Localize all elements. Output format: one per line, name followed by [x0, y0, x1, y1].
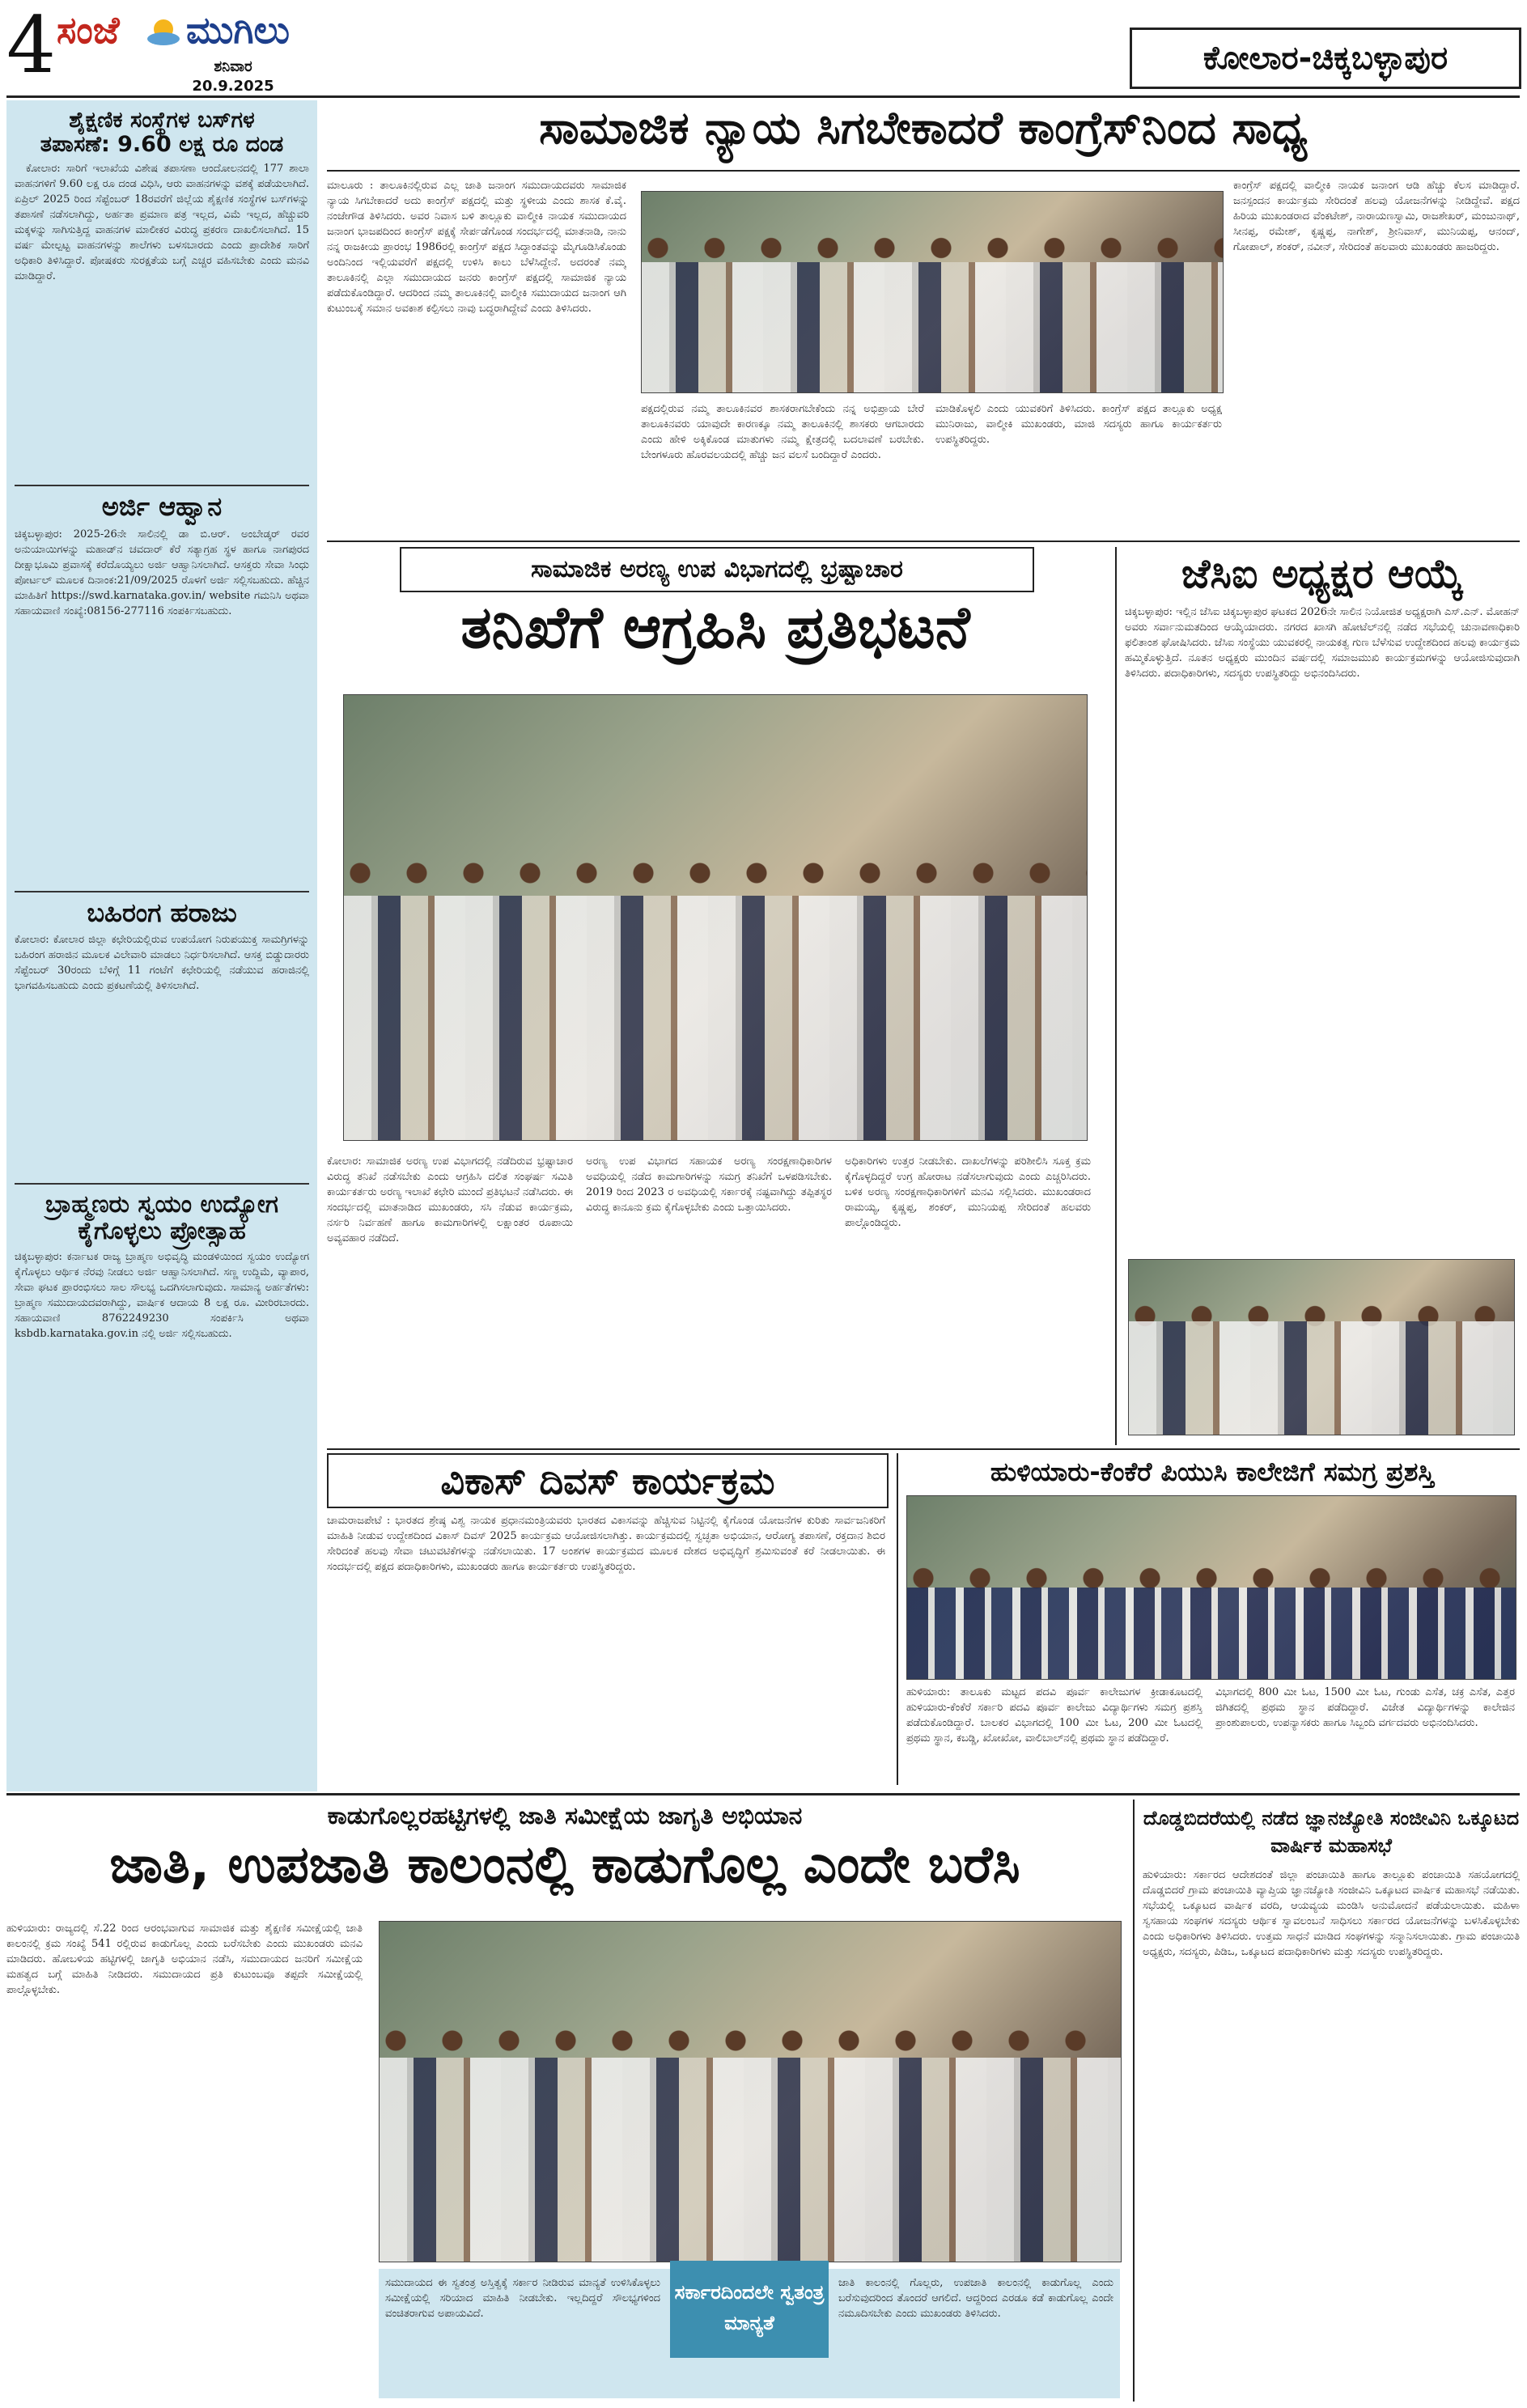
sun-cloud-icon	[146, 15, 181, 47]
protest-col-1: ಕೋಲಾರ: ಸಾಮಾಜಿಕ ಅರಣ್ಯ ಉಪ ವಿಭಾಗದಲ್ಲಿ ನಡೆದಿರುವ ಭ್ರಷ್ಟಾಚಾರ ವಿರುದ್ಧ ತನಿಖೆ ನಡೆಸಬೇಕು ಎಂದು ಆಗ್ರಹಿಸಿ ದಲಿತ ಸಂಘರ್ಷ ಸಮಿತಿ ಕಾರ್ಯಕರ್ತರು ಅರಣ್ಯ ಇಲಾಖೆ ಕಛೇರಿ ಮುಂದೆ ಪ್ರತಿಭಟನೆ ನಡೆಸಿದರು. ಈ ಸಂದರ್ಭದಲ್ಲಿ ಮಾತನಾಡಿದ ಮುಖಂಡರು, ಸಸಿ ನೆಡುವ ಕಾರ್ಯಕ್ರಮ, ನರ್ಸರಿ ನಿರ್ವಹಣೆ ಹಾಗೂ ಕಾಮಗಾರಿಗಳಲ್ಲಿ ಲಕ್ಷಾಂತರ ರೂಪಾಯಿ ಅವ್ಯವಹಾರ ನಡೆದಿದೆ.	[327, 1155, 573, 1244]
lead-col-3: ಮಾಡಿಕೊಳ್ಳಲಿ ಎಂದು ಯುವಕರಿಗೆ ತಿಳಿಸಿದರು. ಕಾಂಗ್ರೆಸ್ ಪಕ್ಷದ ತಾಲ್ಲೂಕು ಅಧ್ಯಕ್ಷ ಮುನಿರಾಜು, ವಾಲ್ಮೀಕಿ ಮುಖಂಡರು, ಮಾಜಿ ಸದಸ್ಯರು ಹಾಗೂ ಕಾರ್ಯಕರ್ತರು ಉಪಸ್ಥಿತರಿದ್ದರು.	[935, 403, 1222, 446]
paper-name-b: ಮುಗಿಲು	[186, 8, 290, 52]
jnana-story	[1133, 1800, 1520, 2402]
masthead-rule	[6, 95, 1520, 98]
vikas-story	[327, 1453, 885, 1785]
paper-name-a: ಸಂಜೆ	[57, 8, 120, 52]
brief-4-body: ಚಿಕ್ಕಬಳ್ಳಾಪುರ: ಕರ್ನಾಟಕ ರಾಜ್ಯ ಬ್ರಾಹ್ಮಣ ಅಭಿವೃದ್ಧಿ ಮಂಡಳಿಯಿಂದ ಸ್ವಯಂ ಉದ್ಯೋಗ ಕೈಗೊಳ್ಳಲು ಆರ್ಥಿಕ ನೆರವು ನೀಡಲು ಅರ್ಜಿ ಆಹ್ವಾನಿಸಲಾಗಿದೆ. ಸಣ್ಣ ಉದ್ದಿಮೆ, ವ್ಯಾಪಾರ, ಸೇವಾ ಘಟಕ ಪ್ರಾರಂಭಿಸಲು ಸಾಲ ಸೌಲಭ್ಯ ಒದಗಿಸಲಾಗುವುದು. ಸಾಮಾನ್ಯ ಅರ್ಹತೆಗಳು: ಬ್ರಾಹ್ಮಣ ಸಮುದಾಯದವರಾಗಿದ್ದು, ವಾರ್ಷಿಕ ಆದಾಯ 8 ಲಕ್ಷ ರೂ. ಮೀರಿರಬಾರದು. ಸಹಾಯವಾಣಿ 8762249230 ಸಂಪರ್ಕಿಸಿ ಅಥವಾ ksbdb.karnataka.gov.in ನಲ್ಲಿ ಅರ್ಜಿ ಸಲ್ಲಿಸಬಹುದು.	[15, 1250, 309, 1340]
jci-headline: ಜೆಸಿಐ ಅಧ್ಯಕ್ಷರ ಆಯ್ಕೆ	[1181, 550, 1464, 597]
huliyar-col-1: ಹುಳಿಯಾರು: ತಾಲೂಕು ಮಟ್ಟದ ಪದವಿ ಪೂರ್ವ ಕಾಲೇಜುಗಳ ಕ್ರೀಡಾಕೂಟದಲ್ಲಿ ಹುಳಿಯಾರು-ಕೆಂಕೆರೆ ಸರ್ಕಾರಿ ಪದವಿ ಪೂರ್ವ ಕಾಲೇಜು ವಿದ್ಯಾರ್ಥಿಗಳು ಸಮಗ್ರ ಪ್ರಶಸ್ತಿ ಪಡೆದುಕೊಂಡಿದ್ದಾರೆ. ಬಾಲಕರ ವಿಭಾಗದಲ್ಲಿ 100 ಮೀ ಓಟ, 200 ಮೀ ಓಟದಲ್ಲಿ ಪ್ರಥಮ ಸ್ಥಾನ, ಕಬಡ್ಡಿ, ಖೋಖೋ, ವಾಲಿಬಾಲ್‌ನಲ್ಲಿ ಪ್ರಥಮ ಸ್ಥಾನ ಪಡೆದಿದ್ದಾರೆ.	[906, 1686, 1203, 1745]
protest-headline: ತನಿಖೆಗೆ ಆಗ್ರಹಿಸಿ ಪ್ರತಿಭಟನೆ	[460, 593, 970, 661]
left-briefs-column	[6, 100, 317, 1791]
kadugolla-caption-2: ಜಾತಿ ಕಾಲಂನಲ್ಲಿ ಗೊಲ್ಲರು, ಉಪಜಾತಿ ಕಾಲಂನಲ್ಲಿ ಕಾಡುಗೊಲ್ಲ ಎಂದು ಬರೆಸುವುದರಿಂದ ತೊಂದರೆ ಆಗಲಿದೆ. ಆದ್ದರಿಂದ ಎರಡೂ ಕಡೆ ಕಾಡುಗೊಲ್ಲ ಎಂದೇ ನಮೂದಿಸಬೇಕು ಎಂದು ಮುಖಂಡರು ತಿಳಿಸಿದರು.	[838, 2277, 1113, 2320]
lead-rule	[327, 170, 1520, 172]
brief-1-headline: ಶೈಕ್ಷಣಿಕ ಸಂಸ್ಥೆಗಳ ಬಸ್‌ಗಳ	[69, 108, 255, 133]
issue-date: 20.9.2025	[192, 78, 274, 95]
brief-4-headline: ಬ್ರಾಹ್ಮಣರು ಸ್ವಯಂ ಉದ್ಯೋಗ ಕೈಗೊಳ್ಳಲು ಪ್ರೋತ್ಸಾಹ	[15, 1183, 309, 1244]
protest-col-3: ಅಧಿಕಾರಿಗಳು ಉತ್ತರ ನೀಡಬೇಕು. ದಾಖಲೆಗಳನ್ನು ಪರಿಶೀಲಿಸಿ ಸೂಕ್ತ ಕ್ರಮ ಕೈಗೊಳ್ಳದಿದ್ದರೆ ಉಗ್ರ ಹೋರಾಟ ನಡೆಸಲಾಗುವುದು ಎಂದು ಎಚ್ಚರಿಸಿದರು. ಬಳಿಕ ಅರಣ್ಯ ಸಂರಕ್ಷಣಾಧಿಕಾರಿಗಳಿಗೆ ಮನವಿ ಸಲ್ಲಿಸಿದರು. ಮುಖಂಡರಾದ ರಾಮಯ್ಯ, ಕೃಷ್ಣಪ್ಪ, ಶಂಕರ್, ಮುನಿಯಪ್ಪ ಸೇರಿದಂತೆ ಹಲವರು ಪಾಲ್ಗೊಂಡಿದ್ದರು.	[845, 1155, 1091, 1229]
kadugolla-quote: ಸರ್ಕಾರದಿಂದಲೇ ಸ್ವತಂತ್ರ ಮಾನ್ಯತೆ	[674, 2281, 825, 2334]
kadugolla-quote-box	[670, 2261, 829, 2358]
kadugolla-kicker: ಕಾಡುಗೊಲ್ಲರಹಟ್ಟಿಗಳಲ್ಲಿ ಜಾತಿ ಸಮೀಕ್ಷೆಯ ಜಾಗೃತಿ ಅಭಿಯಾನ	[327, 1802, 803, 1830]
protest-story	[327, 547, 1104, 1445]
jnana-headline: ದೊಡ್ಡಬಿದರೆಯಲ್ಲಿ ನಡೆದ ಜ್ಞಾನಜ್ಯೋತಿ ಸಂಜೀವಿನಿ ಒಕ್ಕೂಟದ ವಾರ್ಷಿಕ ಮಹಾಸಭೆ	[1143, 1807, 1520, 1857]
brief-3-body: ಕೋಲಾರ: ಕೋಲಾರ ಜಿಲ್ಲಾ ಕಛೇರಿಯಲ್ಲಿರುವ ಉಪಯೋಗ ನಿರುಪಯುಕ್ತ ಸಾಮಗ್ರಿಗಳನ್ನು ಬಹಿರಂಗ ಹರಾಜಿನ ಮೂಲಕ ವಿಲೇವಾರಿ ಮಾಡಲು ನಿರ್ಧರಿಸಲಾಗಿದೆ. ಆಸಕ್ತ ಬಿಡ್ಡುದಾರರು ಸೆಪ್ಟೆಂಬರ್ 30ರಂದು ಬೆಳಿಗ್ಗೆ 11 ಗಂಟೆಗೆ ಕಛೇರಿಯಲ್ಲಿ ನಡೆಯುವ ಹರಾಜಿನಲ್ಲಿ ಭಾಗವಹಿಸಬಹುದು ಎಂದು ಪ್ರಕಟಣೆಯಲ್ಲಿ ತಿಳಿಸಲಾಗಿದೆ.	[15, 933, 309, 992]
vikas-headline-box	[327, 1453, 889, 1508]
kadugolla-caption-1: ಸಮುದಾಯದ ಈ ಸ್ವತಂತ್ರ ಅಸ್ತಿತ್ವಕ್ಕೆ ಸರ್ಕಾರ ನೀಡಿರುವ ಮಾನ್ಯತೆ ಉಳಿಸಿಕೊಳ್ಳಲು ಸಮೀಕ್ಷೆಯಲ್ಲಿ ಸರಿಯಾದ ಮಾಹಿತಿ ನೀಡಬೇಕು. ಇಲ್ಲದಿದ್ದರೆ ಸೌಲಭ್ಯಗಳಿಂದ ವಂಚಿತರಾಗುವ ಅಪಾಯವಿದೆ.	[385, 2277, 660, 2320]
protest-photo	[343, 694, 1088, 1141]
lead-col-2: ಪಕ್ಷದಲ್ಲಿರುವ ನಮ್ಮ ತಾಲೂಕಿನವರ ಶಾಸಕರಾಗಬೇಕೆಂದು ನನ್ನ ಅಭಿಪ್ರಾಯ ಬೇರೆ ತಾಲೂಕಿನವರು ಯಾವುದೇ ಕಾರಣಕ್ಕೂ ನಮ್ಮ ತಾಲೂಕಿನಲ್ಲಿ ಶಾಸಕರು ಆಗಬಾರದು ಎಂದು ಹೇಳಿ ಅಕ್ಕಿಕೊಂಡ ಮಾತುಗಳು ನಮ್ಮ ಕ್ಷೇತ್ರದಲ್ಲಿ ಬದಲಾವಣೆ ಬರಬೇಕು. ಬೇಂಗಳೂರು ಹೊರವಲಯದಲ್ಲಿ ಹೆಚ್ಚು ಜನ ವಲಸೆ ಬಂದಿದ್ದಾರೆ ಎಂದರು.	[641, 403, 924, 461]
lead-bottom-rule	[327, 541, 1520, 542]
region-banner	[1130, 28, 1521, 89]
brief-2-headline: ಅರ್ಜಿ ಆಹ್ವಾನ	[15, 485, 309, 521]
protest-kicker-box	[400, 547, 1034, 592]
jci-photo	[1128, 1259, 1515, 1435]
lead-headline: ಸಾಮಾಜಿಕ ನ್ಯಾಯ ಸಿಗಬೇಕಾದರೆ ಕಾಂಗ್ರೆಸ್‌ನಿಂದ ಸಾಧ್ಯ	[539, 102, 1308, 155]
huliyar-col-2: ವಿಭಾಗದಲ್ಲಿ 800 ಮೀ ಓಟ, 1500 ಮೀ ಓಟ, ಗುಂಡು ಎಸೆತ, ಚಕ್ರ ಎಸೆತ, ಎತ್ತರ ಜಿಗಿತದಲ್ಲಿ ಪ್ರಥಮ ಸ್ಥಾನ ಪಡೆದಿದ್ದಾರೆ. ವಿಜೇತ ವಿದ್ಯಾರ್ಥಿಗಳನ್ನು ಕಾಲೇಜಿನ ಪ್ರಾಂಶುಪಾಲರು, ಉಪನ್ಯಾಸಕರು ಹಾಗೂ ಸಿಬ್ಬಂದಿ ವರ್ಗದವರು ಅಭಿನಂದಿಸಿದರು.	[1215, 1686, 1515, 1729]
huliyar-photo	[906, 1495, 1516, 1680]
huliyar-story	[897, 1453, 1520, 1785]
lead-col-4: ಕಾಂಗ್ರೆಸ್ ಪಕ್ಷದಲ್ಲಿ ವಾಲ್ಮೀಕಿ ನಾಯಕ ಜನಾಂಗ ಆಡಿ ಹೆಚ್ಚು ಕೆಲಸ ಮಾಡಿದ್ದಾರೆ. ಜನಸ್ಪಂದನ ಕಾರ್ಯಕ್ರಮ ಸೇರಿದಂತೆ ಹಲವು ಯೋಜನೆಗಳನ್ನು ನೀಡಿದ್ದೇವೆ. ಪಕ್ಷದ ಹಿರಿಯ ಮುಖಂಡರಾದ ವೆಂಕಟೇಶ್, ನಾರಾಯಣಸ್ವಾಮಿ, ರಾಜಶೇಖರ್, ಮಂಜುನಾಥ್, ಸೀನಪ್ಪ, ರಮೇಶ್, ಕೃಷ್ಣಪ್ಪ, ನಾಗೇಶ್, ಶ್ರೀನಿವಾಸ್, ಮುನಿಯಪ್ಪ, ಆನಂದ್, ಗೋಪಾಲ್, ಶಂಕರ್, ನವೀನ್, ಸೇರಿದಂತೆ ಹಲವಾರು ಮುಖಂಡರು ಹಾಜರಿದ್ದರು.	[1233, 180, 1520, 253]
vikas-body: ಚಾಮರಾಜಪೇಟೆ : ಭಾರತದ ಶ್ರೇಷ್ಠ ವಿಶ್ವ ನಾಯಕ ಪ್ರಧಾನಮಂತ್ರಿಯವರು ಭಾರತದ ವಿಕಾಸವನ್ನು ಹೆಚ್ಚಿಸುವ ನಿಟ್ಟಿನಲ್ಲಿ ಕೈಗೊಂಡ ಯೋಜನೆಗಳ ಕುರಿತು ಸಾರ್ವಜನಿಕರಿಗೆ ಮಾಹಿತಿ ನೀಡುವ ಉದ್ದೇಶದಿಂದ ವಿಕಾಸ್ ದಿವಸ್ 2025 ಕಾರ್ಯಕ್ರಮ ಆಯೋಜಿಸಲಾಗಿತ್ತು. ಕಾರ್ಯಕ್ರಮದಲ್ಲಿ ಸ್ವಚ್ಛತಾ ಅಭಿಯಾನ, ಆರೋಗ್ಯ ತಪಾಸಣೆ, ರಕ್ತದಾನ ಶಿಬಿರ ಸೇರಿದಂತೆ ಹಲವು ಸೇವಾ ಚಟುವಟಿಕೆಗಳನ್ನು ನಡೆಸಲಾಯಿತು. 17 ಅಂಶಗಳ ಕಾರ್ಯಕ್ರಮದ ಮೂಲಕ ದೇಶದ ಅಭಿವೃದ್ಧಿಗೆ ಶ್ರಮಿಸುವಂತೆ ಕರೆ ನೀಡಲಾಯಿತು. ಈ ಸಂದರ್ಭದಲ್ಲಿ ಪಕ್ಷದ ಪದಾಧಿಕಾರಿಗಳು, ಮುಖಂಡರು ಹಾಗೂ ಕಾರ್ಯಕರ್ತರು ಉಪಸ್ಥಿತರಿದ್ದರು.	[327, 1515, 885, 1573]
region-label: ಕೋಲಾರ-ಚಿಕ್ಕಬಳ್ಳಾಪುರ	[1203, 40, 1449, 77]
brief-1-subhead: ತಪಾಸಣೆ: 9.60 ಲಕ್ಷ ರೂ ದಂಡ	[40, 131, 284, 157]
lead-photo	[641, 191, 1224, 393]
kadugolla-col-1: ಹುಳಿಯಾರು: ರಾಜ್ಯದಲ್ಲಿ ಸೆ.22 ರಿಂದ ಆರಂಭವಾಗುವ ಸಾಮಾಜಿಕ ಮತ್ತು ಶೈಕ್ಷಣಿಕ ಸಮೀಕ್ಷೆಯಲ್ಲಿ ಜಾತಿ ಕಾಲಂನಲ್ಲಿ ಕ್ರಮ ಸಂಖ್ಯೆ 541 ರಲ್ಲಿರುವ ಕಾಡುಗೊಲ್ಲ ಎಂದು ಬರೆಸಬೇಕು ಎಂದು ಮುಖಂಡರು ಮನವಿ ಮಾಡಿದರು. ಹೋಬಳಿಯ ಹಟ್ಟಿಗಳಲ್ಲಿ ಜಾಗೃತಿ ಅಭಿಯಾನ ನಡೆಸಿ, ಸಮುದಾಯದ ಜನರಿಗೆ ಸಮೀಕ್ಷೆಯ ಮಹತ್ವದ ಬಗ್ಗೆ ಮಾಹಿತಿ ನೀಡಿದರು. ಸಮುದಾಯದ ಪ್ರತಿ ಕುಟುಂಬವೂ ತಪ್ಪದೇ ಸಮೀಕ್ಷೆಯಲ್ಲಿ ಪಾಲ್ಗೊಳ್ಳಬೇಕು.	[6, 1923, 363, 1996]
protest-col-2: ಅರಣ್ಯ ಉಪ ವಿಭಾಗದ ಸಹಾಯಕ ಅರಣ್ಯ ಸಂರಕ್ಷಣಾಧಿಕಾರಿಗಳ ಅವಧಿಯಲ್ಲಿ ನಡೆದ ಕಾಮಗಾರಿಗಳನ್ನು ಸಮಗ್ರ ತನಿಖೆಗೆ ಒಳಪಡಿಸಬೇಕು. 2019 ರಿಂದ 2023 ರ ಅವಧಿಯಲ್ಲಿ ಸರ್ಕಾರಕ್ಕೆ ನಷ್ಟವಾಗಿದ್ದು ತಪ್ಪಿತಸ್ಥರ ವಿರುದ್ಧ ಕಾನೂನು ಕ್ರಮ ಕೈಗೊಳ್ಳಬೇಕು ಎಂದು ಒತ್ತಾಯಿಸಿದರು.	[586, 1155, 832, 1214]
masthead	[6, 0, 1520, 95]
jnana-body: ಹುಳಿಯಾರು: ಸರ್ಕಾರದ ಆದೇಶದಂತೆ ಜಿಲ್ಲಾ ಪಂಚಾಯಿತಿ ಹಾಗೂ ತಾಲ್ಲೂಕು ಪಂಚಾಯಿತಿ ಸಹಯೋಗದಲ್ಲಿ ದೊಡ್ಡಬಿದರೆ ಗ್ರಾಮ ಪಂಚಾಯಿತಿ ವ್ಯಾಪ್ತಿಯ ಜ್ಞಾನಜ್ಯೋತಿ ಸಂಜೀವಿನಿ ಒಕ್ಕೂಟದ ವಾರ್ಷಿಕ ಮಹಾಸಭೆ ನಡೆಯಿತು. ಸಭೆಯಲ್ಲಿ ಒಕ್ಕೂಟದ ವಾರ್ಷಿಕ ವರದಿ, ಆಯವ್ಯಯ ಮಂಡಿಸಿ ಅನುಮೋದನೆ ಪಡೆಯಲಾಯಿತು. ಮಹಿಳಾ ಸ್ವಸಹಾಯ ಸಂಘಗಳ ಸದಸ್ಯರು ಆರ್ಥಿಕ ಸ್ವಾವಲಂಬನೆ ಸಾಧಿಸಲು ಸರ್ಕಾರದ ಯೋಜನೆಗಳನ್ನು ಬಳಸಿಕೊಳ್ಳಬೇಕು ಎಂದು ಅಧಿಕಾರಿಗಳು ತಿಳಿಸಿದರು. ಉತ್ತಮ ಸಾಧನೆ ಮಾಡಿದ ಸಂಘಗಳನ್ನು ಸನ್ಮಾನಿಸಲಾಯಿತು. ಗ್ರಾಮ ಪಂಚಾಯಿತಿ ಅಧ್ಯಕ್ಷರು, ಸದಸ್ಯರು, ಪಿಡಿಒ, ಒಕ್ಕೂಟದ ಪದಾಧಿಕಾರಿಗಳು ಮತ್ತು ಸದಸ್ಯರು ಉಪಸ್ಥಿತರಿದ್ದರು.	[1143, 1869, 1520, 1958]
lead-story	[327, 100, 1520, 537]
bottom-rule	[6, 1793, 1520, 1795]
jci-story	[1115, 547, 1520, 1445]
mid-rule	[327, 1448, 1520, 1450]
vikas-headline: ವಿಕಾಸ್ ದಿವಸ್ ಕಾರ್ಯಕ್ರಮ	[440, 1459, 775, 1503]
kadugolla-photo	[379, 1921, 1122, 2262]
kadugolla-caption-panel	[379, 2269, 1120, 2398]
issue-day: ಶನಿವಾರ	[214, 58, 252, 75]
lead-col-1: ಮಾಲೂರು : ತಾಲೂಕಿನಲ್ಲಿರುವ ಎಲ್ಲ ಜಾತಿ ಜನಾಂಗ ಸಮುದಾಯದವರು ಸಾಮಾಜಿಕ ನ್ಯಾಯ ಸಿಗಬೇಕಾದರೆ ಅದು ಕಾಂಗ್ರೆಸ್ ಪಕ್ಷದಲ್ಲಿ ಮತ್ತು ಸ್ಥಳೀಯ ಎಂದು ಶಾಸಕ ಕೆ.ವೈ. ನಂಜೇಗೌಡ ತಿಳಿಸಿದರು. ಅವರ ನಿವಾಸ ಬಳಿ ತಾಲ್ಲೂಕು ವಾಲ್ಮೀಕಿ ನಾಯಕ ಸಮುದಾಯದ ಜನಾಂಗ ಭಾಜಪದಿಂದ ಕಾಂಗ್ರೆಸ್ ಪಕ್ಷಕ್ಕೆ ಸೇರ್ಪಡೆಗೊಂಡ ಸಂದರ್ಭದಲ್ಲಿ ಮಾತನಾಡಿ, ನಾನು ನನ್ನ ರಾಜಕೀಯ ಪ್ರಾರಂಭ 1986ರಲ್ಲಿ ಕಾಂಗ್ರೆಸ್ ಪಕ್ಷದ ಸಿದ್ಧಾಂತವನ್ನು ಮೈಗೂಡಿಸಿಕೊಂಡು ಅಂದಿನಿಂದ ಇಲ್ಲಿಯವರೆಗೆ ಪಕ್ಷದಲ್ಲಿ ಉಳಿಸಿ ಕಾಲು ಬೆಳೆಸಿದ್ದೇನೆ. ಅದರಂತೆ ನಮ್ಮ ತಾಲೂಕಿನಲ್ಲಿ ಎಲ್ಲಾ ಸಮುದಾಯದ ಜನರು ಕಾಂಗ್ರೆಸ್ ಪಕ್ಷದಲ್ಲಿ ಸಾಮಾಜಿಕ ನ್ಯಾಯ ಪಡೆದುಕೊಂಡಿದ್ದಾರೆ. ಆದರಿಂದ ನಮ್ಮ ತಾಲೂಕಿನಲ್ಲಿ ವಾಲ್ಮೀಕಿ ಸಮುದಾಯದ ಜನಾಂಗ ಆಗಿ ಕುಟುಂಬಕ್ಕೆ ಸಮಾನ ಅವಕಾಶ ಕಲ್ಪಿಸಲು ನಾವು ಬದ್ಧರಾಗಿದ್ದೇವೆ ಎಂದು ತಿಳಿಸಿದರು.	[327, 180, 626, 315]
protest-kicker: ಸಾಮಾಜಿಕ ಅರಣ್ಯ ಉಪ ವಿಭಾಗದಲ್ಲಿ ಭ್ರಷ್ಟಾಚಾರ	[531, 555, 903, 583]
huliyar-headline: ಹುಳಿಯಾರು-ಕೆಂಕೆರೆ ಪಿಯುಸಿ ಕಾಲೇಜಿಗೆ ಸಮಗ್ರ ಪ್ರಶಸ್ತಿ	[990, 1456, 1435, 1487]
kadugolla-headline: ಜಾತಿ, ಉಪಜಾತಿ ಕಾಲಂನಲ್ಲಿ ಕಾಡುಗೊಲ್ಲ ಎಂದೇ ಬರೆಸಿ	[109, 1835, 1020, 1895]
brief-2-body: ಚಿಕ್ಕಬಳ್ಳಾಪುರ: 2025-26ನೇ ಸಾಲಿನಲ್ಲಿ ಡಾ ಬಿ.ಆರ್. ಅಂಬೇಡ್ಕರ್ ರವರ ಅನುಯಾಯಿಗಳನ್ನು ಮಹಾಡ್‌ನ ಚವದಾರ್ ಕೆರೆ ಸತ್ಯಾಗ್ರಹ ಸ್ಥಳ ಹಾಗೂ ನಾಗಪುರದ ದೀಕ್ಷಾಭೂಮಿ ಪ್ರವಾಸಕ್ಕೆ ಕರೆದೊಯ್ಯಲು ಅರ್ಜಿ ಆಹ್ವಾನಿಸಲಾಗಿದೆ. ಆಸಕ್ತರು ಸೇವಾ ಸಿಂಧು ಪೋರ್ಟಲ್ ಮೂಲಕ ದಿನಾಂಕ:21/09/2025 ರೊಳಗೆ ಅರ್ಜಿ ಸಲ್ಲಿಸಬಹುದು. ಹೆಚ್ಚಿನ ಮಾಹಿತಿಗೆ https://swd.karnataka.gov.in/ website ಗಮನಿಸಿ ಅಥವಾ ಸಹಾಯವಾಣಿ ಸಂಖ್ಯೆ:08156-277116 ಸಂಪರ್ಕಿಸಬಹುದು.	[15, 528, 309, 617]
brief-1-body: ಕೋಲಾರ: ಸಾರಿಗೆ ಇಲಾಖೆಯ ವಿಶೇಷ ತಪಾಸಣಾ ಆಂದೋಲನದಲ್ಲಿ 177 ಶಾಲಾ ವಾಹನಗಳಿಗೆ 9.60 ಲಕ್ಷ ರೂ ದಂಡ ವಿಧಿಸಿ, ಆರು ವಾಹನಗಳನ್ನು ವಶಕ್ಕೆ ಪಡೆಯಲಾಗಿದೆ. ಏಪ್ರಿಲ್ 2025 ರಿಂದ ಸೆಪ್ಟೆಂಬರ್ 18ರವರೆಗೆ ಜಿಲ್ಲೆಯ ಶೈಕ್ಷಣಿಕ ಸಂಸ್ಥೆಗಳ ಬಸ್‌ಗಳನ್ನು ತಪಾಸಣೆ ನಡೆಸಲಾಗಿದ್ದು, ಅರ್ಹತಾ ಪ್ರಮಾಣ ಪತ್ರ ಇಲ್ಲದ, ವಿಮೆ ಇಲ್ಲದ, ಹೆಚ್ಚುವರಿ ಮಕ್ಕಳನ್ನು ಸಾಗಿಸುತ್ತಿದ್ದ ವಾಹನಗಳ ಮಾಲೀಕರ ವಿರುದ್ಧ ಪ್ರಕರಣ ದಾಖಲಿಸಲಾಗಿದೆ. 15 ವರ್ಷ ಮೇಲ್ಪಟ್ಟ ವಾಹನಗಳನ್ನು ಶಾಲೆಗಳು ಬಳಸಬಾರದು ಎಂದು ಪ್ರಾದೇಶಿಕ ಸಾರಿಗೆ ಅಧಿಕಾರಿ ತಿಳಿಸಿದ್ದಾರೆ. ಪೋಷಕರು ಸುರಕ್ಷತೆಯ ಬಗ್ಗೆ ಎಚ್ಚರ ವಹಿಸಬೇಕು ಎಂದು ಮನವಿ ಮಾಡಿದ್ದಾರೆ.	[15, 163, 309, 283]
paper-logo	[57, 8, 324, 58]
page-number: 4	[6, 0, 57, 91]
kadugolla-story	[6, 1800, 1123, 2402]
jci-body: ಚಿಕ್ಕಬಳ್ಳಾಪುರ: ಇಲ್ಲಿನ ಜೆಸಿಐ ಚಿಕ್ಕಬಳ್ಳಾಪುರ ಘಟಕದ 2026ನೇ ಸಾಲಿನ ನಿಯೋಜಿತ ಅಧ್ಯಕ್ಷರಾಗಿ ಎಸ್.ಎನ್. ಮೋಹನ್ ಅವರು ಸರ್ವಾನುಮತದಿಂದ ಆಯ್ಕೆಯಾದರು. ನಗರದ ಖಾಸಗಿ ಹೋಟೆಲ್‌ನಲ್ಲಿ ನಡೆದ ಸಭೆಯಲ್ಲಿ ಚುನಾವಣಾಧಿಕಾರಿ ಫಲಿತಾಂಶ ಘೋಷಿಸಿದರು. ಜೆಸಿಐ ಸಂಸ್ಥೆಯು ಯುವಕರಲ್ಲಿ ನಾಯಕತ್ವ ಗುಣ ಬೆಳೆಸುವ ಉದ್ದೇಶದಿಂದ ಹಲವು ಕಾರ್ಯಕ್ರಮ ಹಮ್ಮಿಕೊಳ್ಳುತ್ತಿದೆ. ನೂತನ ಅಧ್ಯಕ್ಷರು ಮುಂದಿನ ವರ್ಷದಲ್ಲಿ ಸಮಾಜಮುಖಿ ಕಾರ್ಯಕ್ರಮಗಳನ್ನು ಆಯೋಜಿಸುವುದಾಗಿ ತಿಳಿಸಿದರು. ಪದಾಧಿಕಾರಿಗಳು, ಸದಸ್ಯರು ಉಪಸ್ಥಿತರಿದ್ದು ಅಭಿನಂದಿಸಿದರು.	[1125, 606, 1520, 680]
brief-3-headline: ಬಹಿರಂಗ ಹರಾಜು	[15, 891, 309, 927]
